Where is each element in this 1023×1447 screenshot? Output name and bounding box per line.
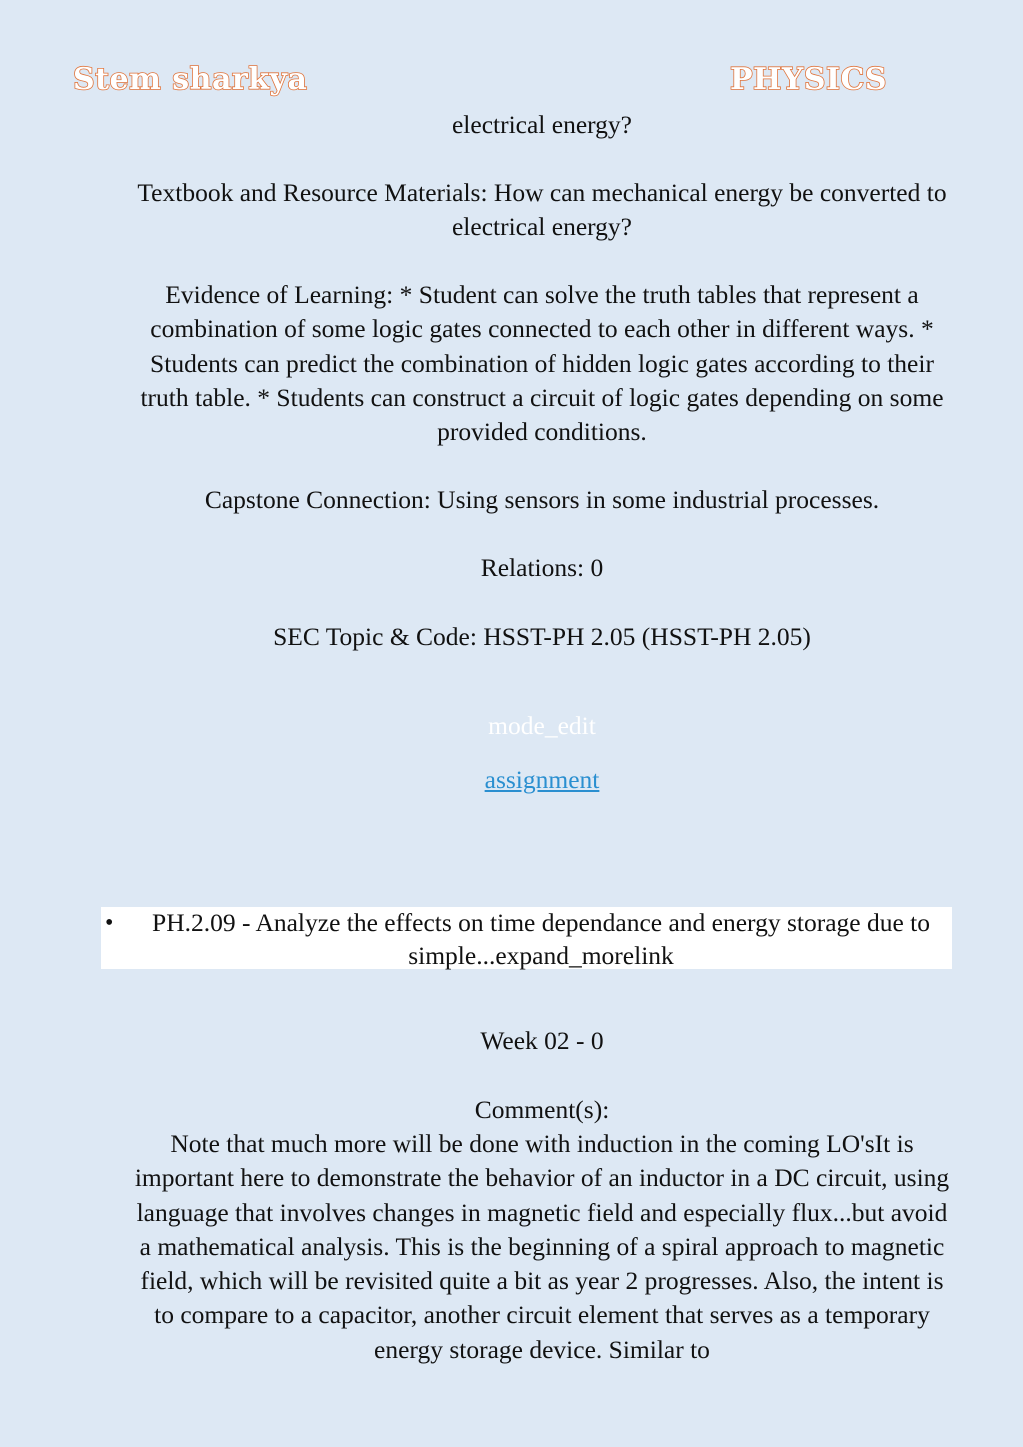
assignment-container [130,763,954,797]
relations-count: Relations: 0 [480,553,604,582]
list-bullet: • [105,910,114,936]
comment-text: Note that much more will be done with induction in the coming LO'sIt is important here to demonstrate the behavior of an inductor in a DC circuit, using language that involves changes in magnetic field and especially flux...but avoid a mathematical analysis. This is the beginning of a spiral approach to magnetic field, which will be revisited quite a bit as year 2 progresses. Also, the intent is to compare to a capacitor, another circuit element that serves as a temporary energy storage device. Similar to [134,1129,950,1364]
learning-outcome-text[interactable]: PH.2.09 - Analyze the effects on time dependance and energy storage due to simple...expand_morelink [152,908,930,970]
learning-outcome-item[interactable] [101,907,952,969]
week-label: Week 02 - 0 [480,1026,604,1055]
sec-topic-code: SEC Topic & Code: HSST-PH 2.05 (HSST-PH 2.05) [273,622,811,651]
mode-edit-icon[interactable]: mode_edit [488,711,596,740]
capstone-connection: Capstone Connection: Using sensors in some industrial processes. [204,485,880,514]
top-fragment-text: electrical energy? [451,110,633,139]
assignment-link[interactable]: assignment [484,765,600,794]
header-left-title: Stem sharkya [73,62,308,97]
comments-label: Comment(s): [474,1095,610,1124]
header-right-title: PHYSICS [730,62,888,97]
evidence-of-learning: Evidence of Learning: * Student can solve the truth tables that represent a combination of some logic gates connected to each other in different ways. * Students can predict the combination of hidden logic gates according to their truth table. * Students can construct a circuit of logic gates depending on some provided conditions. [140,280,944,447]
textbook-materials: Textbook and Resource Materials: How can mechanical energy be converted to electrical energy? [137,178,947,242]
